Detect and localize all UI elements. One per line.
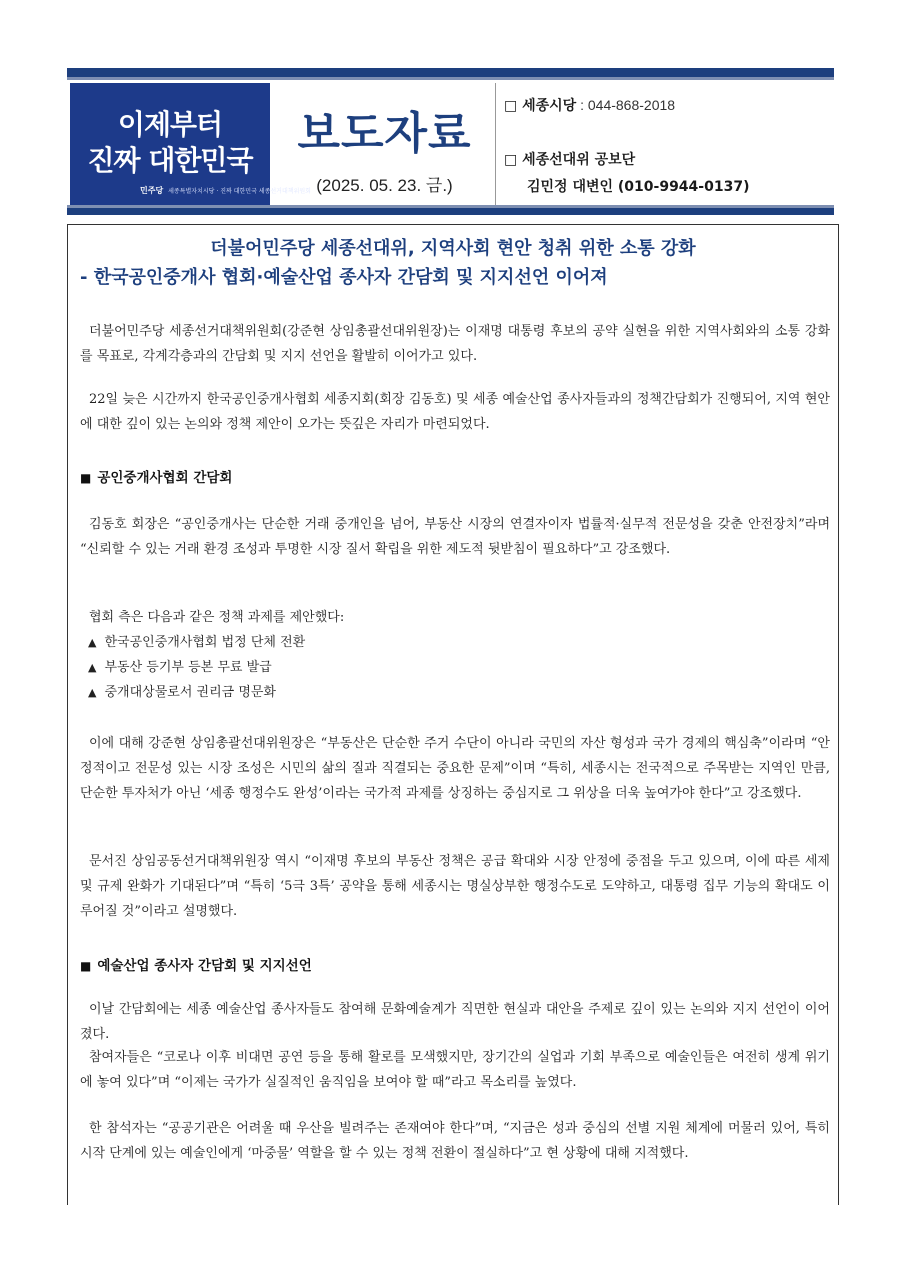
list-item: ▲ 중개대상물로서 권리금 명문화 (88, 685, 276, 700)
paragraph-1: 더불어민주당 세종선거대책위원회(강준현 상임총괄선대위원장)는 이재명 대통령 후보의 공약 실현을 위한 지역사회와의 소통 강화를 목표로, 각계각층과의 간담회 및 지지 선언을 활발히 이어가고 있다. (80, 324, 830, 364)
contact-press-team-label: □ 세종선대위 공보단 (504, 152, 636, 168)
page-title: 보도자료 (297, 108, 472, 159)
contact-press-team (504, 149, 635, 169)
contact-block (499, 83, 832, 205)
article-subheadline: - 한국공인중개사 협회·예술산업 종사자 간담회 및 지지선언 이어져 (80, 267, 608, 288)
paragraph-9: 한 참석자는 “공공기관은 어려울 때 우산을 빌려주는 존재여야 한다”며, “지금은 성과 중심의 선별 지원 체계에 머물러 있어, 특히 시작 단계에 있는 예술인에게 ‘마중물’ 역할을 할 수 있는 정책 전환이 절실하다”고 현 상황에 대해 지적했다. (80, 1121, 830, 1161)
triangle-bullet-icon: ▲ (88, 686, 97, 699)
party-logo-name: 민주당 (140, 186, 164, 195)
contact-party-office (504, 95, 675, 115)
policy-proposal-list (88, 630, 305, 705)
section-marker-icon: ■ (80, 471, 92, 485)
section-heading-realtor (80, 466, 232, 486)
press-release-header (67, 80, 834, 208)
paragraph-4: 협회 측은 다음과 같은 정책 과제를 제안했다: (89, 610, 345, 625)
section-heading-arts-text: 예술산업 종사자 간담회 및 지지선언 (97, 958, 312, 974)
paragraph-6: 문서진 상임공동선거대책위원장 역시 “이재명 후보의 부동산 정책은 공급 확대와 시장 안정에 중점을 두고 있으며, 이에 따른 세제 및 규제 완화가 기대된다”며 “특히 ‘5극 3특’ 공약을 통해 세종시는 명실상부한 행정수도로 도약하고, 대통령 집무 기능의 확대도 이루어질 것”이라고 설명했다. (80, 854, 830, 919)
article-headline: 더불어민주당 세종선대위, 지역사회 현안 청취 위한 소통 강화 (210, 238, 696, 259)
list-item: ▲ 부동산 등기부 등본 무료 발급 (88, 660, 272, 675)
triangle-bullet-icon: ▲ (88, 636, 97, 649)
section-marker-icon: ■ (80, 959, 92, 973)
contact-spokesperson: 김민정 대변인 (010-9944-0137) (527, 179, 750, 195)
paragraph-7: 이날 간담회에는 세종 예술산업 종사자들도 참여해 문화예술계가 직면한 현실과 대안을 주제로 깊이 있는 논의와 지지 선언이 이어졌다. (80, 1002, 830, 1042)
slogan-banner (70, 83, 311, 205)
party-logo-text: 세종특별자치시당 · 진짜 대한민국 세종선거대책위원회 (168, 188, 311, 195)
header-top-bar (67, 68, 834, 77)
slogan-line-1: 이제부터 (117, 108, 223, 141)
article-frame (67, 224, 839, 1205)
section-heading-realtor-text: 공인중개사협회 간담회 (97, 470, 233, 486)
list-item: ▲ 한국공인중개사협회 법정 단체 전환 (88, 635, 306, 650)
paragraph-3: 김동호 회장은 “공인중개사는 단순한 거래 중개인을 넘어, 부동산 시장의 연결자이자 법률적·실무적 전문성을 갖춘 안전장치”라며 “신뢰할 수 있는 거래 환경 조성과 투명한 시장 질서 확립을 위한 제도적 뒷받침이 필요하다”고 강조했다. (80, 517, 830, 557)
section-heading-arts (80, 954, 312, 974)
contact-party-office-label: □ 세종시당 (504, 98, 577, 114)
paragraph-2: 22일 늦은 시간까지 한국공인중개사협회 세종지회(회장 김동호) 및 세종 예술산업 종사자들과의 정책간담회가 진행되어, 지역 현안에 대한 깊이 있는 논의와 정책 제안이 오가는 뜻깊은 자리가 마련되었다. (80, 392, 830, 432)
release-date: (2025. 05. 23. 금.) (316, 176, 453, 195)
header-bottom-bar (67, 208, 834, 215)
contact-party-office-phone: : 044-868-2018 (576, 97, 676, 113)
triangle-bullet-icon: ▲ (88, 661, 97, 674)
title-block (274, 83, 496, 205)
paragraph-5: 이에 대해 강준현 상임총괄선대위원장은 “부동산은 단순한 주거 수단이 아니라 국민의 자산 형성과 국가 경제의 핵심축”이라며 “안정적이고 전문성 있는 시장 조성은 시민의 삶의 질과 직결되는 중요한 문제”이며 “특히, 세종시는 전국적으로 주목받는 지역인 만큼, 단순한 투자처가 아닌 ‘세종 행정수도 완성’이라는 국가적 과제를 상징하는 중심지로 그 위상을 더욱 높여가야 한다”고 강조했다. (80, 736, 830, 801)
slogan-line-2: 진짜 대한민국 (87, 144, 253, 177)
paragraph-8: 참여자들은 “코로나 이후 비대면 공연 등을 통해 활로를 모색했지만, 장기간의 실업과 기회 부족으로 예술인들은 여전히 생계 위기에 놓여 있다”며 “이제는 국가가 실질적인 움직임을 보여야 할 때”라고 목소리를 높였다. (80, 1050, 830, 1090)
